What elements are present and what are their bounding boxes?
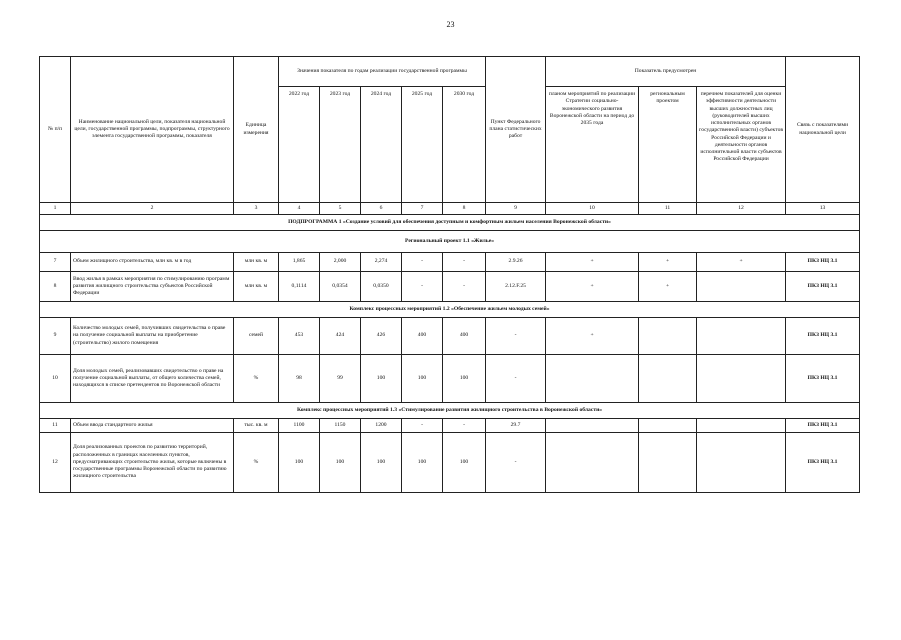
col-number: 12 — [697, 203, 786, 215]
header-values-group: Значения показателя по годам реализации государственной программы — [279, 57, 486, 87]
row-fed-plan: - — [486, 433, 546, 493]
table-row — [40, 318, 860, 355]
row-fed-plan: - — [486, 355, 546, 403]
row-no: 7 — [40, 253, 71, 272]
header-row-1 — [40, 57, 860, 87]
row-value-2025: 100 — [402, 433, 443, 493]
row-unit: % — [234, 355, 279, 403]
col-number: 10 — [546, 203, 639, 215]
row-value-2022: 98 — [279, 355, 320, 403]
row-list: + — [697, 253, 786, 272]
row-value-2023: 99 — [320, 355, 361, 403]
col-number: 13 — [786, 203, 860, 215]
row-value-2022: 1100 — [279, 419, 320, 433]
row-strategy: + — [546, 253, 639, 272]
row-link: ПКЗ НЦ 3.1 — [786, 355, 860, 403]
row-no: 11 — [40, 419, 71, 433]
row-value-2030: 400 — [443, 318, 486, 355]
col-number: 3 — [234, 203, 279, 215]
col-number: 4 — [279, 203, 320, 215]
section-row — [40, 215, 860, 231]
row-regional — [639, 419, 697, 433]
col-number: 7 — [402, 203, 443, 215]
section-row — [40, 231, 860, 253]
section-row — [40, 302, 860, 318]
row-name: Количество молодых семей, получивших свидетельства о праве на получение социальной выплаты на приобретение (строительство) жилого помещения — [71, 318, 234, 355]
row-name: Объем ввода стандартного жилья — [71, 419, 234, 433]
header-indicator-group: Показатель предусмотрен — [546, 57, 786, 87]
row-value-2022: 453 — [279, 318, 320, 355]
row-value-2025: 400 — [402, 318, 443, 355]
table-row — [40, 419, 860, 433]
header-year-2022: 2022 год — [279, 87, 320, 203]
row-regional — [639, 355, 697, 403]
row-no: 8 — [40, 272, 71, 302]
header-col-list: перечнем показателей для оценки эффективности деятельности высших должностных лиц (руководителей высших исполнительных органов государственной власти) субъектов Российской Федерации и деятельности органов исполнительной власти субъектов Российской Федерации — [697, 87, 786, 203]
col-number: 5 — [320, 203, 361, 215]
row-list — [697, 419, 786, 433]
row-value-2022: 1,865 — [279, 253, 320, 272]
row-strategy — [546, 355, 639, 403]
header-year-2024: 2024 год — [361, 87, 402, 203]
row-list — [697, 433, 786, 493]
row-regional: + — [639, 272, 697, 302]
row-strategy — [546, 433, 639, 493]
row-value-2030: 100 — [443, 355, 486, 403]
row-value-2022: 0,1114 — [279, 272, 320, 302]
header-year-2025: 2025 год — [402, 87, 443, 203]
section-complex-1-3: Комплекс процессных мероприятий 1.3 «Стимулирование развития жилищного строительства в Воронежской области» — [40, 403, 860, 419]
col-number: 8 — [443, 203, 486, 215]
header-col-regional: региональным проектом — [639, 87, 697, 203]
row-value-2030: - — [443, 253, 486, 272]
row-fed-plan: - — [486, 318, 546, 355]
header-year-2023: 2023 год — [320, 87, 361, 203]
row-fed-plan: 29.7 — [486, 419, 546, 433]
col-number: 6 — [361, 203, 402, 215]
row-unit: млн кв. м — [234, 253, 279, 272]
page-number: 23 — [446, 20, 455, 29]
table-row — [40, 253, 860, 272]
row-value-2024: 426 — [361, 318, 402, 355]
row-value-2024: 100 — [361, 355, 402, 403]
row-unit: семей — [234, 318, 279, 355]
row-no: 9 — [40, 318, 71, 355]
row-list — [697, 272, 786, 302]
row-strategy: + — [546, 318, 639, 355]
row-value-2023: 1150 — [320, 419, 361, 433]
row-strategy — [546, 419, 639, 433]
section-project: Региональный проект 1.1 «Жилье» — [40, 231, 860, 253]
row-unit: тыс. кв. м — [234, 419, 279, 433]
col-number: 11 — [639, 203, 697, 215]
row-link: ПКЗ НЦ 3.1 — [786, 253, 860, 272]
indicators-table — [39, 56, 860, 493]
row-value-2023: 0,0354 — [320, 272, 361, 302]
row-name: Доля молодых семей, реализовавших свидетельство о праве на получение социальной выплаты, от общего количества семей, находящихся в списке претендентов по Воронежской области — [71, 355, 234, 403]
row-unit: % — [234, 433, 279, 493]
row-link: ПКЗ НЦ 3.1 — [786, 318, 860, 355]
row-regional: + — [639, 253, 697, 272]
row-unit: млн кв. м — [234, 272, 279, 302]
column-numbers-row — [40, 203, 860, 215]
row-value-2022: 100 — [279, 433, 320, 493]
header-col-name: Наименование национальной цели, показателя национальной цели, государственной программы, подпрограммы, структурного элемента государственной программы, показателя — [71, 57, 234, 203]
header-col-strategy: планом мероприятий по реализации Стратегии социально-экономического развития Воронежской области на период до 2035 года — [546, 87, 639, 203]
row-value-2030: - — [443, 419, 486, 433]
row-no: 10 — [40, 355, 71, 403]
section-subprogram: ПОДПРОГРАММА 1 «Создание условий для обеспечения доступным и комфортным жильем населения Воронежской области» — [40, 215, 860, 231]
table-row — [40, 355, 860, 403]
col-number: 2 — [71, 203, 234, 215]
row-value-2023: 100 — [320, 433, 361, 493]
row-value-2024: 1200 — [361, 419, 402, 433]
row-value-2025: - — [402, 253, 443, 272]
row-fed-plan: 2.12.F.25 — [486, 272, 546, 302]
row-no: 12 — [40, 433, 71, 493]
row-value-2023: 2,000 — [320, 253, 361, 272]
row-value-2023: 424 — [320, 318, 361, 355]
section-row — [40, 403, 860, 419]
row-value-2024: 100 — [361, 433, 402, 493]
section-complex-1-2: Комплекс процессных мероприятий 1.2 «Обеспечение жильем молодых семей» — [40, 302, 860, 318]
row-value-2030: - — [443, 272, 486, 302]
header-col-no: № п/п — [40, 57, 71, 203]
row-regional — [639, 318, 697, 355]
table-row — [40, 433, 860, 493]
header-col-link: Связь с показателями национальной цели — [786, 57, 860, 203]
row-name: Ввод жилья в рамках мероприятия по стимулированию программ развития жилищного строительства субъектов Российской Федерации — [71, 272, 234, 302]
row-value-2024: 2,274 — [361, 253, 402, 272]
row-list — [697, 318, 786, 355]
row-link: ПКЗ НЦ 3.1 — [786, 419, 860, 433]
row-value-2025: - — [402, 419, 443, 433]
header-col-fed-plan: Пункт Федерального плана статистических работ — [486, 57, 546, 203]
header-year-2030: 2030 год — [443, 87, 486, 203]
row-list — [697, 355, 786, 403]
row-value-2025: 100 — [402, 355, 443, 403]
row-value-2030: 100 — [443, 433, 486, 493]
row-name: Объем жилищного строительства, млн кв. м в год — [71, 253, 234, 272]
row-link: ПКЗ НЦ 3.1 — [786, 272, 860, 302]
col-number: 9 — [486, 203, 546, 215]
row-value-2025: - — [402, 272, 443, 302]
row-regional — [639, 433, 697, 493]
col-number: 1 — [40, 203, 71, 215]
row-fed-plan: 2.9.26 — [486, 253, 546, 272]
row-name: Доля реализованных проектов по развитию территорий, расположенных в границах населенных пунктов, предусматривающих строительство жилья, которые включены в государственные программы Воронежской области по развитию жилищного строительства — [71, 433, 234, 493]
row-value-2024: 0,0350 — [361, 272, 402, 302]
row-link: ПКЗ НЦ 3.1 — [786, 433, 860, 493]
row-strategy: + — [546, 272, 639, 302]
table-row — [40, 272, 860, 302]
header-col-unit: Единица измерения — [234, 57, 279, 203]
